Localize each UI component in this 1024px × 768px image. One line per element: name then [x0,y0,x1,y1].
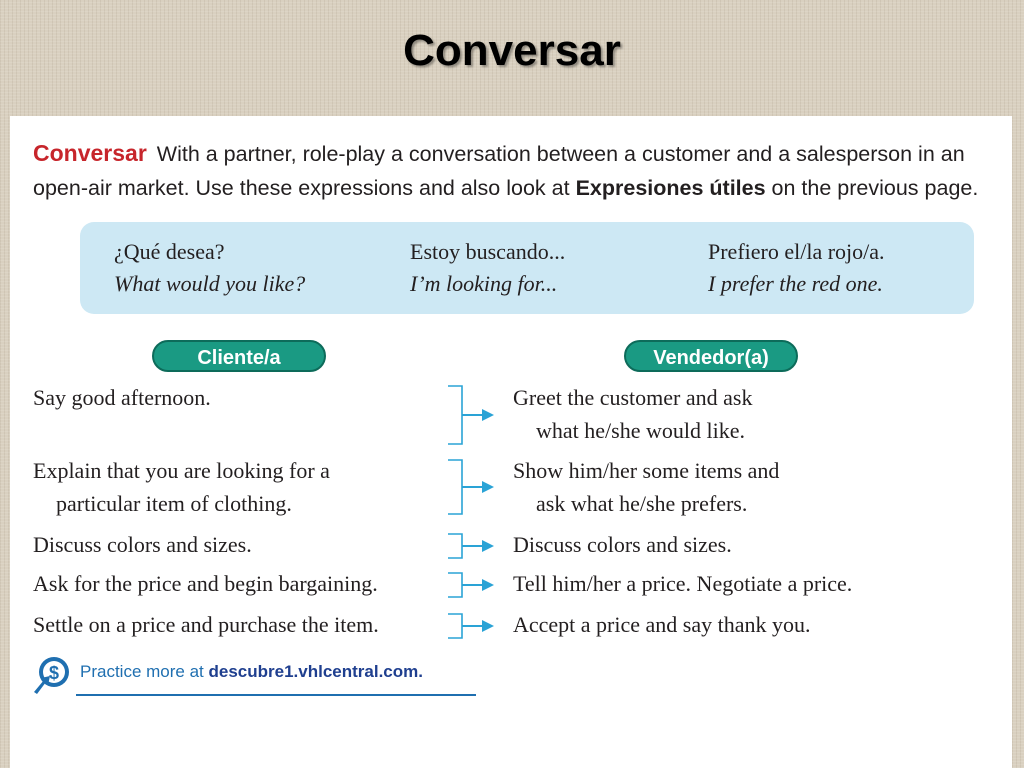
step-line: what he/she would like. [536,418,745,443]
phrase-prefiero [708,236,885,300]
vendor-step-1 [513,381,752,447]
step-line: Show him/her some items and [513,458,780,483]
step-line: Discuss colors and sizes. [513,532,732,557]
phrase-spanish: Estoy buscando... [410,239,566,264]
textbook-page [10,116,1012,768]
client-step-3 [33,528,252,561]
vendor-step-2 [513,454,779,520]
step-line: particular item of clothing. [56,491,292,516]
phrase-english: I’m looking for... [410,271,558,296]
vendor-step-5 [513,608,811,641]
instructions-text-2: on the previous page. [765,176,979,200]
phrase-estoy-buscando [410,236,565,300]
bracket-arrow-icon [446,612,506,640]
bracket-arrow-icon [446,532,506,560]
phrase-que-desea [114,236,305,300]
footer-prefix: Practice more at [80,662,209,681]
practice-more-link[interactable] [30,650,480,698]
instructions-text-1: With a partner, role-play a conversation between a customer and a salesperson in an open-air market. Use these expressions and also look at [33,142,965,200]
useful-phrases-box [80,222,974,314]
client-step-5 [33,608,379,641]
bracket-arrow-icon [446,458,506,518]
activity-heading: Conversar [33,140,147,166]
step-line: Settle on a price and purchase the item. [33,612,379,637]
bracket-arrow-icon [446,571,506,599]
client-step-2 [33,454,330,520]
step-line: Tell him/her a price. Negotiate a price. [513,571,853,596]
footer-site[interactable]: descubre1.vhlcentral.com. [208,662,423,681]
step-line: Ask for the price and begin bargaining. [33,571,378,596]
step-line: Explain that you are looking for a [33,458,330,483]
phrase-spanish: ¿Qué desea? [114,239,225,264]
step-line: Greet the customer and ask [513,385,753,410]
step-line: Discuss colors and sizes. [33,532,252,557]
slide-title: Conversar [403,26,621,75]
dollar-cursor-icon [30,652,76,696]
phrase-english: I prefer the red one. [708,271,883,296]
role-client-pill: Cliente/a [152,340,326,372]
step-line: ask what he/she prefers. [536,491,748,516]
practice-more-text [80,662,423,682]
bracket-arrow-icon [446,384,506,446]
role-vendor-pill: Vendedor(a) [624,340,798,372]
client-step-4 [33,567,378,600]
instructions-bold-term: Expresiones útiles [575,176,766,200]
phrase-english: What would you like? [114,271,306,296]
footer-underline [76,694,476,696]
svg-text:$: $ [48,663,60,683]
activity-instructions [33,136,993,205]
step-line: Accept a price and say thank you. [513,612,811,637]
client-step-1 [33,381,211,414]
vendor-step-3 [513,528,732,561]
vendor-step-4 [513,567,852,600]
step-line: Say good afternoon. [33,385,211,410]
phrase-spanish: Prefiero el/la rojo/a. [708,239,885,264]
